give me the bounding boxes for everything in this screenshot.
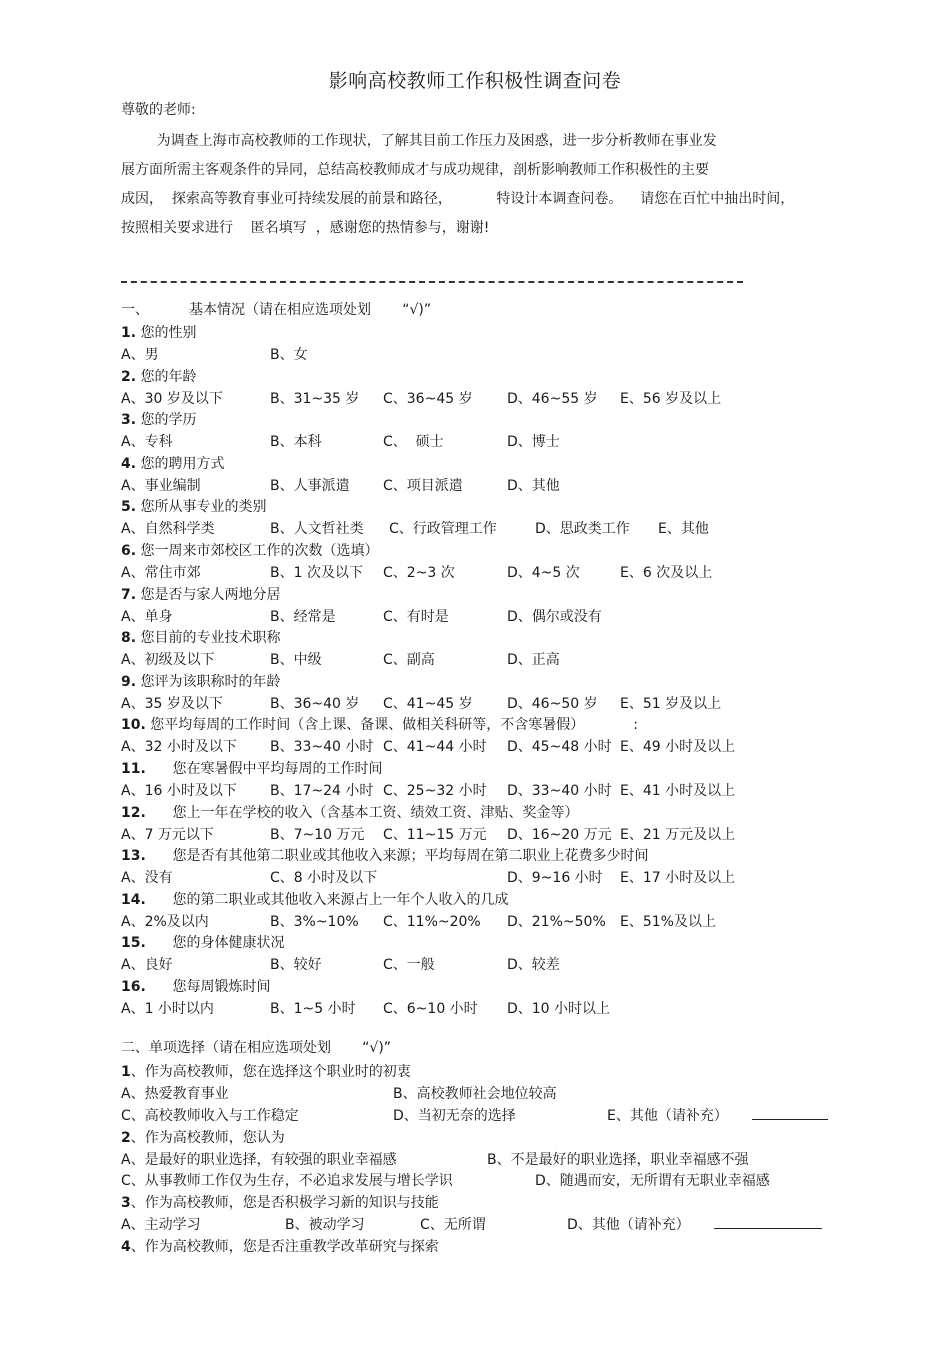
- question-5-options: [121, 518, 841, 538]
- option[interactable]: A、初级及以下: [121, 652, 215, 668]
- option[interactable]: D、4~5 次: [507, 565, 580, 581]
- option[interactable]: D、45~48 小时: [507, 739, 612, 755]
- question-12-options: [121, 824, 841, 844]
- option[interactable]: D、9~16 小时: [507, 870, 603, 886]
- dashed-divider: [121, 281, 743, 283]
- option[interactable]: E、49 小时及以上: [620, 739, 736, 755]
- option[interactable]: B、3%~10%: [270, 914, 359, 930]
- option[interactable]: D、思政类工作: [535, 521, 630, 537]
- question-number: 1.: [121, 325, 137, 341]
- question-text: 您的聘用方式: [136, 456, 225, 472]
- s2-question-3: 3、作为高校教师，您是否积极学习新的知识与技能: [121, 1195, 439, 1211]
- question-text: 您每周锻炼时间: [145, 979, 271, 995]
- question-1: [121, 322, 197, 342]
- option[interactable]: D、正高: [507, 652, 560, 668]
- option[interactable]: E、其他（请补充）: [607, 1105, 828, 1125]
- greeting: 尊敬的老师:: [121, 102, 196, 118]
- option[interactable]: D、33~40 小时: [507, 783, 612, 799]
- question-number: 8.: [121, 630, 137, 646]
- option[interactable]: B、人文哲社类: [270, 521, 364, 537]
- question-text: 您的第二职业或其他收入来源占上一年个人收入的几成: [145, 892, 509, 908]
- option[interactable]: C、项目派遣: [383, 478, 463, 494]
- option[interactable]: D、随遇而安，无所谓有无职业幸福感: [535, 1173, 770, 1189]
- question-text: 您目前的专业技术职称: [136, 630, 281, 646]
- question-text: 您的学历: [136, 412, 197, 428]
- fill-in-blank[interactable]: [714, 1216, 822, 1229]
- question-number: 13.: [121, 848, 146, 864]
- question-8: [121, 627, 281, 647]
- option[interactable]: A、是最好的职业选择，有较强的职业幸福感: [121, 1152, 397, 1168]
- option[interactable]: A、专科: [121, 434, 173, 450]
- option[interactable]: D、其他: [507, 478, 560, 494]
- option[interactable]: C、41~44 小时: [383, 739, 487, 755]
- option[interactable]: C、有时是: [383, 609, 449, 625]
- question-8-options: [121, 649, 841, 669]
- option[interactable]: A、30 岁及以下: [121, 391, 223, 407]
- s2-question-4: 4、作为高校教师，您是否注重教学改革研究与探索: [121, 1239, 439, 1255]
- question-2-options: [121, 388, 841, 408]
- option[interactable]: A、没有: [121, 870, 173, 886]
- question-number: 4.: [121, 456, 137, 472]
- option[interactable]: D、46~50 岁: [507, 696, 598, 712]
- section-2-title: 二、单项选择（请在相应选项处划 “√)”: [121, 1040, 392, 1056]
- option[interactable]: E、21 万元及以上: [620, 827, 736, 843]
- option[interactable]: A、16 小时及以下: [121, 783, 237, 799]
- question-10: [121, 714, 638, 734]
- question-number: 9.: [121, 674, 137, 690]
- option[interactable]: C、一般: [383, 957, 435, 973]
- option[interactable]: B、高校教师社会地位较高: [393, 1086, 557, 1102]
- question-text: 您的年龄: [136, 369, 197, 385]
- option[interactable]: B、7~10 万元: [270, 827, 365, 843]
- option[interactable]: C、2~3 次: [383, 565, 455, 581]
- question-text: 您上一年在学校的收入（含基本工资、绩效工资、津贴、奖金等）: [145, 805, 579, 821]
- question-text: 您在寒暑假中平均每周的工作时间: [145, 761, 383, 777]
- option[interactable]: C、36~45 岁: [383, 391, 473, 407]
- option[interactable]: B、33~40 小时: [270, 739, 374, 755]
- option[interactable]: C、8 小时及以下: [270, 870, 378, 886]
- option[interactable]: D、21%~50%: [507, 914, 606, 930]
- option[interactable]: A、1 小时以内: [121, 1001, 214, 1017]
- s2-q2-options-row-2: [121, 1170, 841, 1190]
- question-6-options: [121, 562, 841, 582]
- question-6: [121, 540, 379, 560]
- question-text: 您评为该职称时的年龄: [136, 674, 281, 690]
- question-9-options: [121, 693, 841, 713]
- question-number: 2.: [121, 369, 137, 385]
- question-16: [121, 976, 271, 996]
- option[interactable]: B、1~5 小时: [270, 1001, 356, 1017]
- s2-q3-options: [121, 1214, 841, 1234]
- option[interactable]: C、副高: [383, 652, 435, 668]
- option[interactable]: C、41~45 岁: [383, 696, 473, 712]
- question-number: 3.: [121, 412, 137, 428]
- question-9: [121, 671, 281, 691]
- option[interactable]: B、本科: [270, 434, 322, 450]
- option[interactable]: E、51 岁及以上: [620, 696, 722, 712]
- question-11: [121, 758, 383, 778]
- option[interactable]: D、当初无奈的选择: [393, 1108, 516, 1124]
- s2-question-1: 1、作为高校教师，您在选择这个职业时的初衷: [121, 1064, 411, 1080]
- question-14-options: [121, 911, 841, 931]
- option[interactable]: B、31~35 岁: [270, 391, 360, 407]
- page-title: 影响高校教师工作积极性调查问卷: [328, 70, 622, 92]
- option[interactable]: A、7 万元以下: [121, 827, 214, 843]
- option[interactable]: D、较差: [507, 957, 560, 973]
- question-10-options: [121, 736, 841, 756]
- s2-question-2: 2、作为高校教师，您认为: [121, 1130, 285, 1146]
- question-text: 您一周来市郊校区工作的次数（选填）: [136, 543, 379, 559]
- question-14: [121, 889, 509, 909]
- question-number: 15.: [121, 935, 146, 951]
- question-2: [121, 366, 197, 386]
- option[interactable]: C、无所谓: [420, 1217, 486, 1233]
- option[interactable]: E、其他: [658, 521, 709, 537]
- option[interactable]: A、事业编制: [121, 478, 201, 494]
- question-15-options: [121, 954, 841, 974]
- option[interactable]: D、偶尔或没有: [507, 609, 602, 625]
- option[interactable]: C、6~10 小时: [383, 1001, 478, 1017]
- question-number: 14.: [121, 892, 146, 908]
- question-text: 您的身体健康状况: [145, 935, 285, 951]
- option[interactable]: A、自然科学类: [121, 521, 215, 537]
- option[interactable]: D、博士: [507, 434, 560, 450]
- question-16-options: [121, 998, 841, 1018]
- fill-in-blank[interactable]: [752, 1107, 828, 1120]
- question-text: 您所从事专业的类别: [136, 499, 267, 515]
- question-text: 您是否有其他第二职业或其他收入来源；平均每周在第二职业上花费多少时间: [145, 848, 649, 864]
- section-1-title: 一、 基本情况（请在相应选项处划 “√)”: [121, 302, 432, 318]
- option[interactable]: C、行政管理工作: [389, 521, 497, 537]
- question-number: 5.: [121, 499, 137, 515]
- question-3: [121, 409, 197, 429]
- question-4: [121, 453, 225, 473]
- option[interactable]: A、热爱教育事业: [121, 1086, 229, 1102]
- question-11-options: [121, 780, 841, 800]
- option[interactable]: C、25~32 小时: [383, 783, 487, 799]
- intro-line-1: 为调查上海市高校教师的工作现状，了解其目前工作压力及困惑，进一步分析教师在事业发: [121, 133, 717, 149]
- intro-line-3: 成因， 探索高等教育事业可持续发展的前景和路径， 特设计本调查问卷。 请您在百忙中抽出时间，: [121, 191, 795, 207]
- option[interactable]: C、 硕士: [383, 434, 444, 450]
- option[interactable]: A、主动学习: [121, 1217, 201, 1233]
- option[interactable]: A、32 小时及以下: [121, 739, 237, 755]
- option[interactable]: B、1 次及以下: [270, 565, 363, 581]
- question-3-options: [121, 431, 841, 451]
- option[interactable]: D、10 小时以上: [507, 1001, 611, 1017]
- question-number: 12.: [121, 805, 146, 821]
- option[interactable]: B、人事派遣: [270, 478, 350, 494]
- question-text: 您是否与家人两地分居: [136, 587, 281, 603]
- option[interactable]: E、41 小时及以上: [620, 783, 736, 799]
- option[interactable]: E、56 岁及以上: [620, 391, 722, 407]
- option[interactable]: C、11%~20%: [383, 914, 481, 930]
- question-5: [121, 496, 267, 516]
- option[interactable]: A、男: [121, 347, 159, 363]
- s2-q2-options-row-1: [121, 1149, 841, 1169]
- option[interactable]: B、不是最好的职业选择，职业幸福感不强: [487, 1152, 749, 1168]
- question-text: 您平均每周的工作时间（含上课、备课、做相关科研等，不含寒暑假） :: [145, 717, 638, 733]
- option[interactable]: B、36~40 岁: [270, 696, 360, 712]
- option[interactable]: A、单身: [121, 609, 173, 625]
- option[interactable]: B、女: [270, 347, 308, 363]
- question-7: [121, 584, 281, 604]
- option[interactable]: D、46~55 岁: [507, 391, 598, 407]
- option[interactable]: A、35 岁及以下: [121, 696, 223, 712]
- option[interactable]: C、从事教师工作仅为生存，不必追求发展与增长学识: [121, 1173, 453, 1189]
- question-7-options: [121, 606, 841, 626]
- option[interactable]: D、其他（请补充）: [567, 1214, 822, 1234]
- question-4-options: [121, 475, 841, 495]
- option[interactable]: C、11~15 万元: [383, 827, 487, 843]
- option[interactable]: A、良好: [121, 957, 173, 973]
- option[interactable]: B、17~24 小时: [270, 783, 374, 799]
- s2-q1-options-row-1: [121, 1083, 841, 1103]
- question-13-options: [121, 867, 841, 887]
- question-15: [121, 932, 285, 952]
- intro-line-4: 按照相关要求进行 匿名填写 ，感谢您的热情参与，谢谢!: [121, 220, 490, 236]
- question-number: 11.: [121, 761, 146, 777]
- option[interactable]: D、16~20 万元: [507, 827, 612, 843]
- question-number: 16.: [121, 979, 146, 995]
- option[interactable]: A、2%及以内: [121, 914, 209, 930]
- option[interactable]: B、被动学习: [285, 1217, 365, 1233]
- question-number: 6.: [121, 543, 137, 559]
- option[interactable]: E、17 小时及以上: [620, 870, 736, 886]
- option[interactable]: B、经常是: [270, 609, 336, 625]
- option[interactable]: E、6 次及以上: [620, 565, 713, 581]
- intro-line-2: 展方面所需主客观条件的异同，总结高校教师成才与成功规律，剖析影响教师工作积极性的主要: [121, 162, 709, 178]
- option[interactable]: B、较好: [270, 957, 322, 973]
- question-12: [121, 802, 579, 822]
- question-1-options: [121, 344, 841, 364]
- question-number: 10.: [121, 717, 146, 733]
- question-13: [121, 845, 649, 865]
- option[interactable]: A、常住市郊: [121, 565, 201, 581]
- option[interactable]: B、中级: [270, 652, 322, 668]
- question-number: 7.: [121, 587, 137, 603]
- s2-q1-options-row-2: [121, 1105, 841, 1125]
- option[interactable]: C、高校教师收入与工作稳定: [121, 1108, 299, 1124]
- question-text: 您的性别: [136, 325, 197, 341]
- option[interactable]: E、51%及以上: [620, 914, 716, 930]
